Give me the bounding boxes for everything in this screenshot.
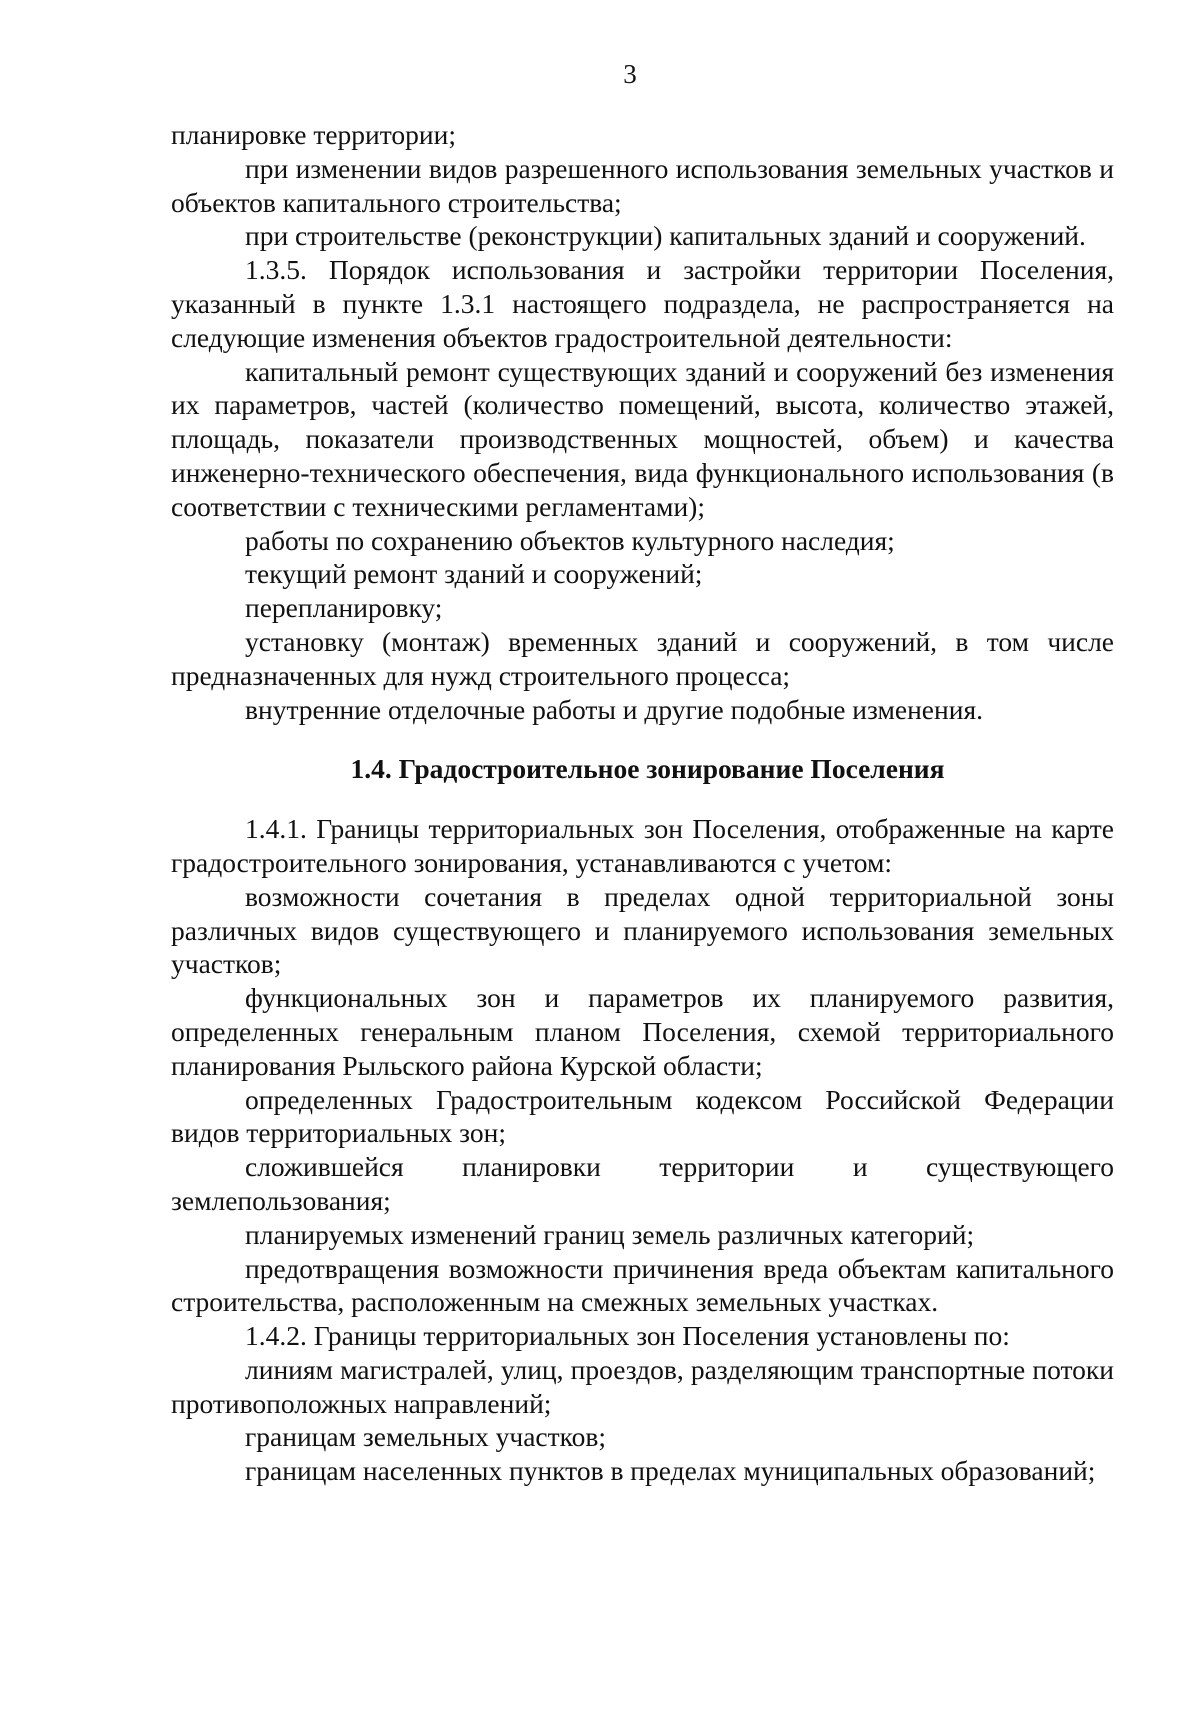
document-body xyxy=(171,118,1114,1488)
paragraph: границам населенных пунктов в пределах муниципальных образований; xyxy=(245,1455,1096,1487)
paragraph: установку (монтаж) временных зданий и сооружений, в том числе предназначенных для нужд строительного процесса; xyxy=(171,625,1114,691)
paragraph: планируемых изменений границ земель различных категорий; xyxy=(245,1218,975,1250)
paragraph: внутренние отделочные работы и другие подобные изменения. xyxy=(245,693,983,725)
paragraph: текущий ремонт зданий и сооружений; xyxy=(245,558,703,590)
paragraph: капитальный ремонт существующих зданий и сооружений без изменения их параметров, частей (количество помещений, высота, количество этажей, площадь, показатели производственных мощностей, объем) и качества инженерно-технического обеспечения, вида функционального использования (в соответствии с техническими регламентами); xyxy=(171,355,1114,522)
paragraph: возможности сочетания в пределах одной территориальной зоны различных видов существующего и планируемого использования земельных участков; xyxy=(171,880,1114,980)
page-number: 3 xyxy=(623,59,637,89)
paragraph: 1.4.1. Границы территориальных зон Поселения, отображенные на карте градостроительного зонирования, устанавливаются с учетом: xyxy=(171,813,1114,878)
paragraph: при строительстве (реконструкции) капитальных зданий и сооружений. xyxy=(245,220,1086,252)
paragraph: планировке территории; xyxy=(171,119,456,150)
paragraph: линиям магистралей, улиц, проездов, разделяющим транспортные потоки противоположных направлений; xyxy=(171,1353,1114,1419)
paragraph: работы по сохранению объектов культурного наследия; xyxy=(245,524,895,556)
paragraph: границам земельных участков; xyxy=(245,1421,606,1453)
paragraph: 1.4.2. Границы территориальных зон Поселения установлены по: xyxy=(245,1320,1010,1352)
paragraph: определенных Градостроительным кодексом Российской Федерации видов территориальных зон; xyxy=(171,1083,1114,1149)
paragraph: 1.3.5. Порядок использования и застройки территории Поселения, указанный в пункте 1.3.1 настоящего подраздела, не распространяется на следующие изменения объектов градостроительной деятельности: xyxy=(171,254,1114,353)
paragraph: сложившейся планировки территории и существующего землепользования; xyxy=(171,1151,1114,1216)
paragraph: предотвращения возможности причинения вреда объектам капитального строительства, расположенным на смежных земельных участках. xyxy=(171,1252,1114,1318)
paragraph: перепланировку; xyxy=(245,592,443,624)
paragraph: при изменении видов разрешенного использования земельных участков и объектов капитального строительства; xyxy=(171,152,1114,218)
paragraph: функциональных зон и параметров их планируемого развития, определенных генеральным планом Поселения, схемой территориального планирования Рыльского района Курской области; xyxy=(171,982,1114,1081)
section-heading: 1.4. Градостроительное зонирование Поселения xyxy=(350,753,945,785)
